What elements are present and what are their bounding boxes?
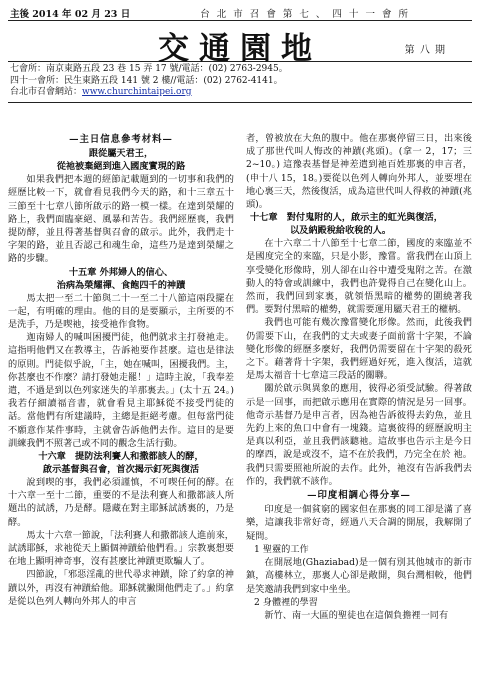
paragraph: 迦南婦人的喊叫困擾門徒，他們就求主打發祂走。這指明他們又在教導主，告訴祂要作甚麼。這也是律法的原則。門徒似乎說，「主，她在喊叫，困擾我們。主，你甚麼也不作麼？請打發她走罷！」這時主說，「我奉差遣，不過是到以色列家迷失的羊那裏去。」(太十五 24。) 我若仔細讀福音書，就會看見主耶穌從不接受門徒的話。當他們有所建議時，主總是拒絕考慮。但每當門徒不願意作某件事時，主就會告訴他們去作。這目的是要訓練我們不照著己或不同的觀念生活行動。	[8, 332, 234, 449]
section-heading-sunday: —主日信息參考材料—	[69, 134, 173, 145]
paragraph: 在十六章二十八節至十七章二節，國度的來臨並不是國度完全的來臨，只是小影，豫嘗。當我們在山頂上享受變化形像時，別人卻在山谷中遭受鬼附之苦。在激動人的特會或訓練中，我們也許覺得自己在變化山上。然而，我們回到家裏，就領悟黑暗的權勢的圍繞著我們。要對付黑暗的權勢，就需要運用屬天君王的權柄。	[246, 238, 472, 316]
chapter-16-heading-2: 啟示基督與召會，首次揭示釘死與復活	[42, 464, 200, 476]
paragraph: 新竹、南一大區的聖徒也在這個負擔裡一同有	[264, 609, 449, 621]
address-line-7: 七會所：南京東路五段 23 巷 15 弄 17 號/電話：(02) 2763-2945。	[10, 64, 288, 74]
article-title-line2: 從祂被棄絕到進入國度實現的路	[56, 161, 186, 173]
website-line	[10, 87, 470, 99]
address-rule	[8, 102, 472, 103]
paragraph: 馬太十六章一節說，「法利賽人和撒都該人進前來，試誘耶穌，求祂從天上顯個神蹟給他們看。」宗教裏想要在地上顯明神奇事，沒有甚麼比神蹟更欺騙人了。	[8, 529, 234, 568]
list-item-heading: 2 身體裡的學習	[254, 596, 318, 608]
right-column	[246, 132, 472, 678]
paragraph: 我們也可能有幾次豫嘗變化形像。然而，此後我們仍需要下山，在我們的丈夫或妻子面前當十字架，不論變化形像的經歷多麼好，我們仍需要留在十字架的殺死之下。藉著背十字架，我們經過好死，進入復活，這就是馬太福音十七章這三段話的關聯。	[246, 317, 472, 382]
list-item-heading: 1 聖靈的工作	[254, 543, 309, 555]
content-columns	[8, 132, 472, 678]
paragraph: 印度是一個貧窮的國家但在那裏的同工卻是滿了喜樂，這讓我非常好奇，經過八天合調的開展，我解開了疑問。	[246, 504, 472, 542]
issue-date: 主後 2014 年 02 月 23 日	[10, 9, 131, 20]
masthead	[8, 21, 472, 67]
paragraph: 馬太把一至二十節與二十一至二十八節這兩段擺在一起，有明確的理由。他的目的是要顯示，主所要的不是洗手，乃是喫祂，接受祂作食物。	[8, 292, 234, 331]
chapter-16-heading-1: 十六章 提防法利賽人和撒都該人的酵，	[38, 451, 204, 463]
chapter-15-heading-1: 十五章 外邦婦人的信心、	[68, 266, 174, 278]
paragraph: 說到喫的事，我們必須謹慎，不可喫任何的酵。在十六章一至十二節，重要的不是法利賽人和撒都該人所題出的試誘，乃是酵。隱藏在對主耶穌試誘裏的，乃是酵。	[8, 477, 234, 528]
church-name: 台 北 市 召 會 第 七 、 四 十 一 會 所	[200, 9, 410, 20]
issue-number: 第 八 期	[404, 45, 446, 56]
bulletin-page	[8, 6, 472, 678]
paragraph: 如果我們把本週的經節記載題到的一切事和我們的經歷比較一下，就會看見我們今天的路，和十三章五十三節至十七章八節所啟示的路一模一樣。在達到榮耀的路上，我們面臨豪絕、風暴和苦告。我們經歷喪，我們提防酵，並且得著基督與召會的啟示。此外，我們走十字架的路，並且否認己和魂生命，這些乃是達到榮耀之路的步驟。	[8, 174, 234, 265]
newsletter-title: 交通園地	[158, 31, 322, 67]
paragraph: 者，曾被放在大魚的腹中。他在那裏停留三日，出來後成了那世代叫人悔改的神蹟(兆頭)。(拿一 2，17；三 2~10。) 這豫表基督是神差遣到祂百姓那裏的申言者，(申十八 15，18。)要從以色列人轉向外邦人，並要埋在地心裏三天，然後復活，成為這世代叫人得救的神蹟(兆頭)。	[246, 133, 472, 211]
article-title-line1: 跟從屬天君王，	[88, 148, 154, 160]
left-column	[8, 132, 234, 678]
website-label: 台北市召會網站：	[10, 87, 83, 97]
top-line	[8, 6, 472, 20]
paragraph: 在開展地(Ghaziabad)是一個有別其他城市的新市鎮，高樓林立，那裏人心卻是敞開，與台灣相較，他們是笑邀請我們到家中坐坐。	[246, 557, 472, 595]
paragraph: 關於啟示與異象的應用，彼得必須受試驗。得著啟示是一回事，而把啟示應用在實際的情況是另一回事。他奇示基督乃是申言者，因為祂告訴彼得去釣魚，並且先釣上來的魚口中會有一塊錢。這裏彼得的經歷說明主是真以利亞，並且我們該聽祂。這故事也告示主是今日的摩西，說是或沒不，這不在於我們，乃完全在於 祂。我們只需要照祂所說的去作。此外，祂沒有告訴我們去作的，我們就不該作。	[246, 383, 472, 487]
address-line-41: 四十一會所：民生東路五段 141 號 2 樓//電話：(02) 2762-4141。	[10, 75, 283, 86]
website-link[interactable]: www.churchintaipei.org	[82, 87, 192, 97]
chapter-17-heading-2: 以及納殿稅給收稅的人。	[290, 225, 392, 237]
chapter-17-heading-1: 十七章 對付鬼附的人，啟示主的虹光與復活，	[250, 212, 443, 224]
section-heading-india: —印度相調心得分享—	[307, 490, 411, 502]
paragraph: 四節說，「邪惡淫亂的世代尋求神蹟，除了約拿的神蹟以外，再沒有神蹟給他。耶穌就撇開他們走了。」約拿是從以色列人轉向外邦人的申言	[8, 569, 234, 607]
chapter-15-heading-2: 治病為榮耀禪、食飽四千的神蹟	[56, 279, 186, 291]
